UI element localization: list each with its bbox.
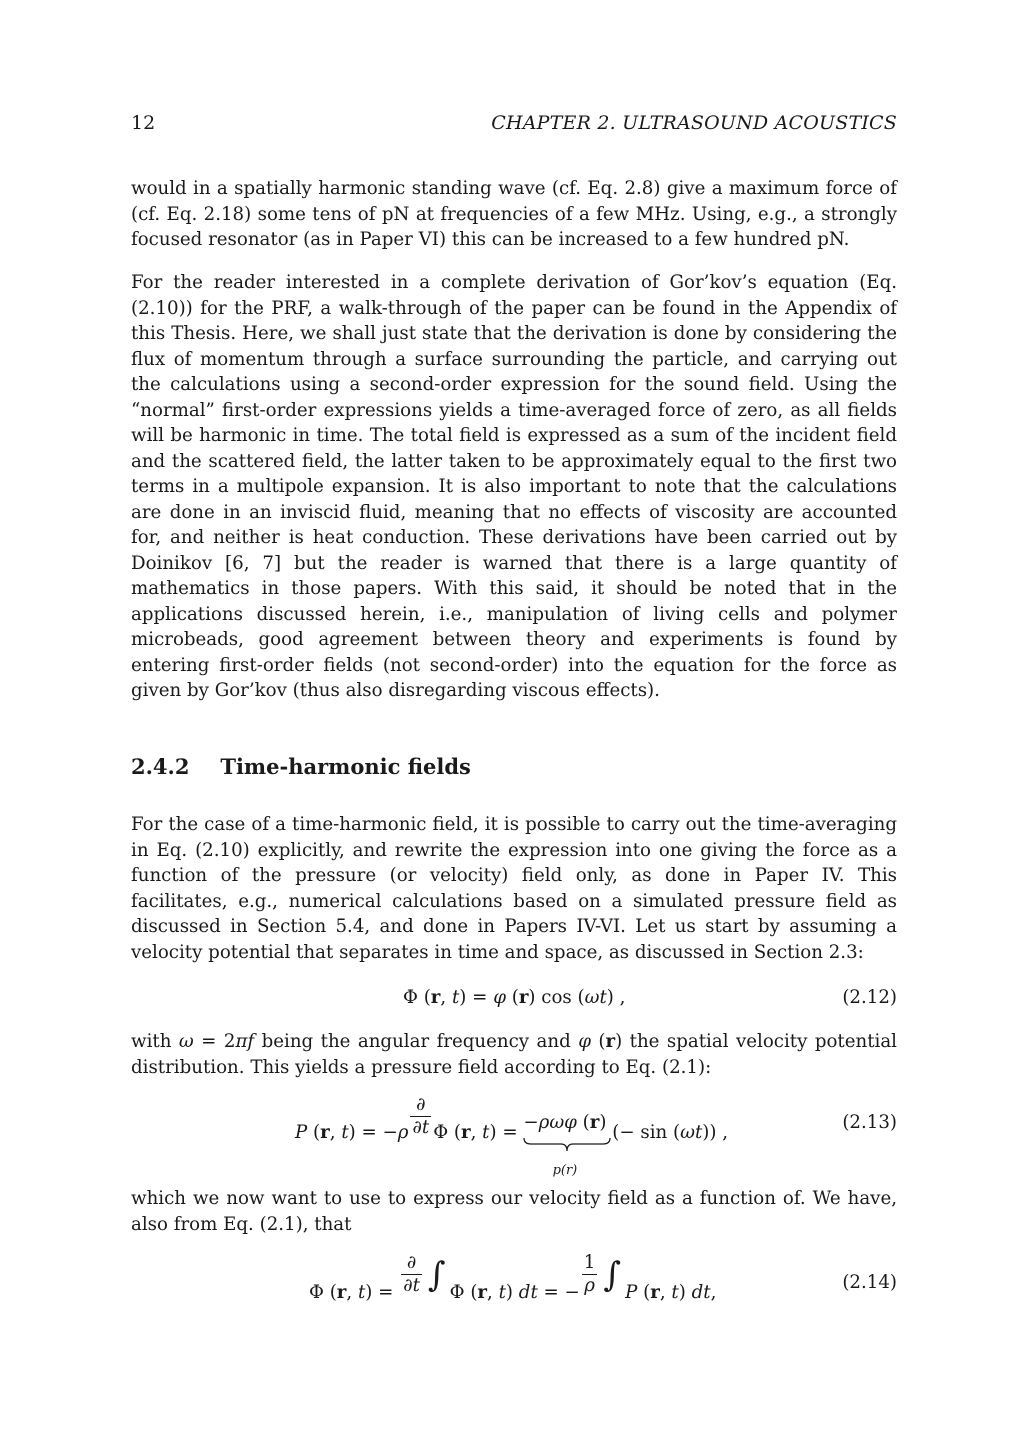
section-number: 2.4.2 (131, 754, 190, 779)
paragraph-1: would in a spatially harmonic standing wave (cf. Eq. 2.8) give a maximum force of (cf. Eq. 2.18) some tens of pN at frequencies of a few MHz. Using, e.g., a strongly focused resonator (as in Paper VI) this can be increased to a few hundred pN. (131, 178, 897, 250)
paragraph-2: For the reader interested in a complete derivation of Gor’kov’s equation (Eq. (2.10)) for the PRF, a walk-through of the paper can be found in the Appendix of this Thesis. Here, we shall just state that the derivation is done by considering the flux of momentum through a surface surrounding the particle, and carrying out the calculations using a second-order expression for the sound field. Using the “normal” first-order expressions yields a time-averaged force of zero, as all fields will be harmonic in time. The total field is expressed as a sum of the incident field and the scattered field, the latter taken to be approximately equal to the first two terms in a multipole expansion. It is also important to note that the calculations are done in an inviscid fluid, meaning that no effects of viscosity are accounted for, and neither is heat conduction. These derivations have been carried out by Doinikov [6, 7] but the reader is warned that there is a large quantity of mathematics in those papers. With this said, it should be noted that in the applications discussed herein, i.e., manipulation of living cells and polymer microbeads, good agreement between theory and experiments is found by entering first-order fields (not second-order) into the equation for the force as given by Gor’kov (thus also disregarding viscous effects). (131, 272, 897, 701)
paragraph-5: which we now want to use to express our velocity field as a function of. We have, also from Eq. (2.1), that (131, 1188, 897, 1235)
section-heading (131, 753, 897, 781)
page-number: 12 (131, 112, 156, 134)
paragraph-4: with ω = 2πf being the angular frequency and φ (r) the spatial velocity potential distribution. This yields a pressure field according to Eq. (2.1): (131, 1031, 897, 1078)
equation-2-13 (131, 1096, 897, 1176)
equation-2-12-body: Φ (r, t) = φ (r) cos (ωt) , (403, 987, 626, 1008)
equation-number: (2.12) (842, 987, 897, 1008)
underbrace-label: p(r) (552, 1163, 578, 1178)
section-title: Time-harmonic fields (220, 754, 471, 779)
equation-2-14-body: Φ (r, t) = $\frac{\partial}{\partial t}$ ∫ Φ (r, t) dt = − $\frac{1}{\rho}$ ∫ P (r, t) dt, (309, 1252, 717, 1303)
equation-2-14 (131, 1252, 897, 1322)
equation-number: (2.13) (842, 1112, 897, 1133)
equation-number: (2.14) (842, 1272, 897, 1293)
running-head: CHAPTER 2. ULTRASOUND ACOUSTICS (491, 112, 897, 134)
paragraph-3: For the case of a time-harmonic field, it is possible to carry out the time-averaging in Eq. (2.10) explicitly, and rewrite the expression into one giving the force as a function of the pressure (or velocity) field only, as done in Paper IV. This facilitates, e.g., numerical calculations based on a simulated pressure field as discussed in Section 5.4, and done in Papers IV-VI. Let us start by assuming a velocity potential that separates in time and space, as discussed in Section 2.3: (131, 814, 897, 963)
equation-2-13-body: P (r, t) = −ρ $\frac{\partial}{\partial t}$ Φ (r, t) = −ρωφ (r) p(r) (− sin (ωt)) , (295, 1096, 728, 1141)
equation-2-12 (131, 985, 897, 1015)
